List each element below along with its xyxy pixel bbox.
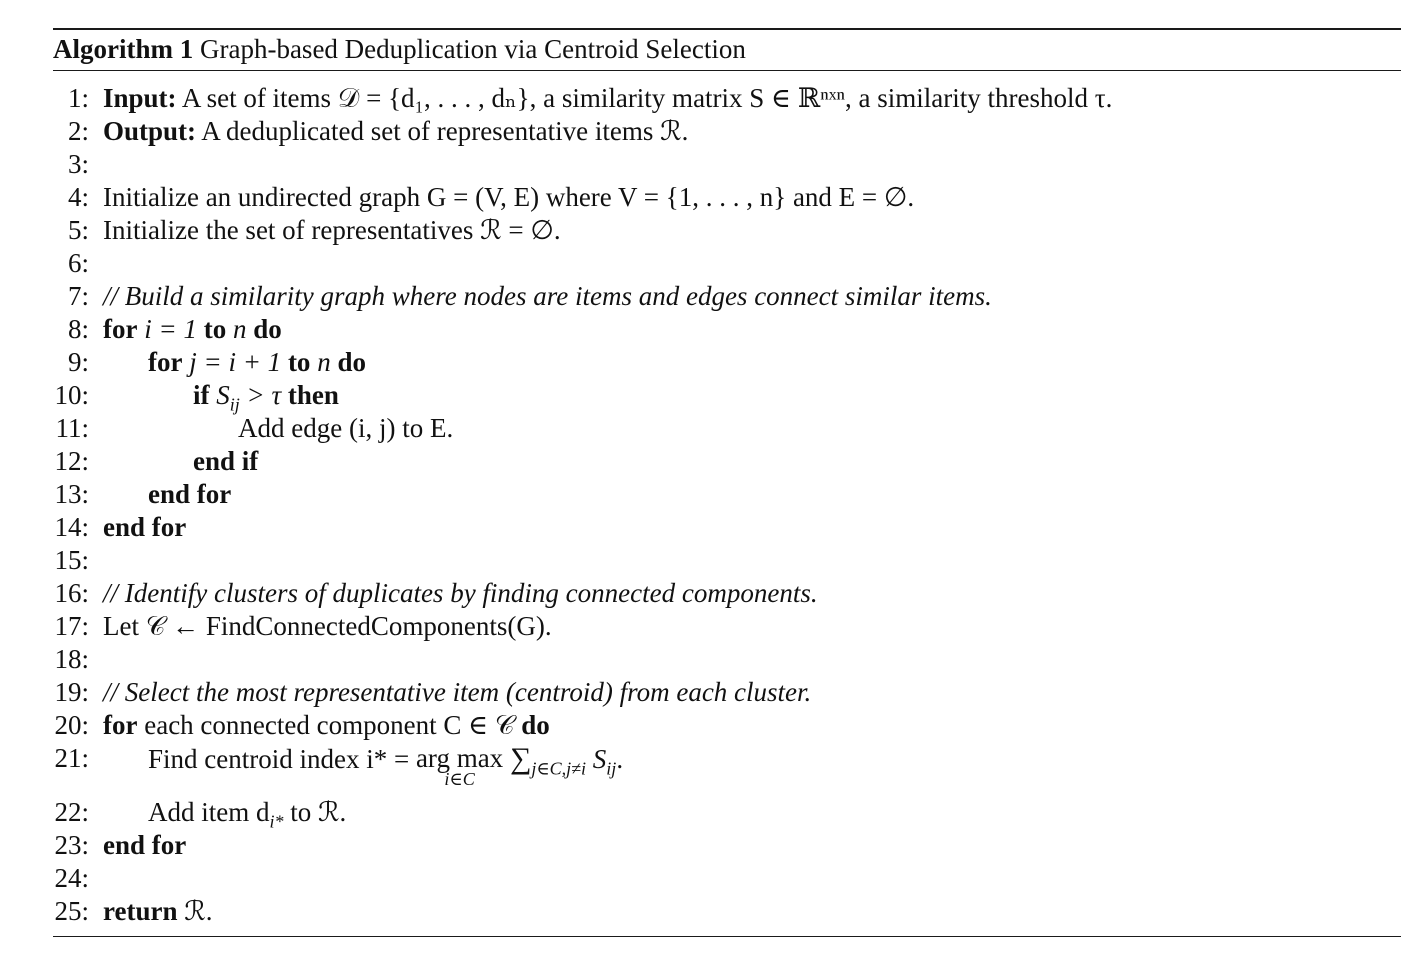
line-2 [53,115,1401,148]
sum-symbol: ∑ [509,742,532,775]
line-number: 10: [54,380,89,410]
algorithm-lines [53,71,1401,928]
line-21 [53,742,1401,796]
line-16 [53,577,1401,610]
line-number: 21: [54,743,89,773]
line-number: 7: [67,281,89,311]
line-text: each connected component C ∈ 𝒞 [144,710,515,740]
line-23 [53,829,1401,862]
output-keyword: Output: [103,116,197,146]
line-text: Add edge (i, j) to E. [238,413,454,443]
for-keyword: for [103,314,138,344]
argmax-label: arg max [415,743,504,773]
line-6 [53,247,1401,280]
end-for-keyword: end for [148,479,232,509]
line-25 [53,895,1401,928]
line-1 [53,82,1401,115]
add-item-target: to ℛ. [290,797,347,827]
sum-subscript: j∈C,j≠i [531,758,587,779]
do-keyword: do [337,347,366,377]
if-keyword: if [193,380,210,410]
condition-var: S [216,380,230,410]
line-end: . [616,744,624,774]
line-number: 6: [67,248,89,278]
line-12 [53,445,1401,478]
algorithm-block [53,28,1401,937]
line-text: Initialize the set of representatives ℛ = ∅. [103,215,561,245]
end-for-keyword: end for [103,830,187,860]
line-number: 25: [54,896,89,926]
comment: // Identify clusters of duplicates by finding connected components. [103,578,818,608]
line-5 [53,214,1401,247]
caption-label: Algorithm 1 [53,34,194,64]
line-number: 11: [55,413,89,443]
end-if-keyword: end if [193,446,259,476]
line-22 [53,796,1401,832]
line-number: 19: [54,677,89,707]
line-number: 4: [67,182,89,212]
line-10 [53,379,1401,415]
algorithm-caption [53,30,1401,70]
line-number: 16: [54,578,89,608]
add-item-text: Add item d [148,797,270,827]
condition-subscript: ij [229,394,240,415]
output-text: A deduplicated set of representative items ℛ. [201,116,689,146]
line-text: Let 𝒞 ← FindConnectedComponents(G). [103,611,552,641]
line-17 [53,610,1401,643]
line-number: 15: [54,545,89,575]
line-20 [53,709,1401,742]
for-keyword: for [103,710,138,740]
do-keyword: do [253,314,282,344]
to-keyword: to [203,314,227,344]
line-4 [53,181,1401,214]
for-keyword: for [148,347,183,377]
line-number: 3: [67,149,89,179]
bottom-rule [53,936,1401,937]
line-3 [53,148,1401,181]
return-keyword: return [103,896,178,926]
caption-title: Graph-based Deduplication via Centroid Selection [199,34,746,64]
to-keyword: to [287,347,311,377]
line-number: 17: [54,611,89,641]
return-value: ℛ. [184,896,213,926]
item-subscript: i* [269,811,284,832]
sum-term-subscript: ij [606,758,617,779]
then-keyword: then [287,380,339,410]
line-number: 14: [54,512,89,542]
line-18 [53,643,1401,676]
line-number: 5: [67,215,89,245]
line-number: 8: [67,314,89,344]
input-keyword: Input: [103,83,177,113]
line-9 [53,346,1401,379]
loop-expr: i = 1 [144,314,197,344]
centroid-text: Find centroid index i* = [148,744,410,774]
line-13 [53,478,1401,511]
line-11 [53,412,1401,445]
line-number: 24: [54,863,89,893]
sum-term: S [592,744,607,774]
line-number: 9: [67,347,89,377]
line-number: 22: [54,797,89,827]
condition-rhs: > τ [246,380,282,410]
input-text: A set of items 𝒟 = {d₁, . . . , dₙ}, a similarity matrix S ∈ ℝⁿˣⁿ, a similarity threshold τ. [181,83,1113,113]
do-keyword: do [521,710,550,740]
line-number: 2: [67,116,89,146]
argmax-subscript: i∈C [444,769,475,789]
comment: // Build a similarity graph where nodes are items and edges connect similar items. [103,281,992,311]
line-text: Initialize an undirected graph G = (V, E) where V = {1, . . . , n} and E = ∅. [103,182,915,212]
line-8 [53,313,1401,346]
line-14 [53,511,1401,544]
end-for-keyword: end for [103,512,187,542]
argmax-operator [415,742,504,789]
line-number: 12: [54,446,89,476]
line-15 [53,544,1401,577]
line-number: 13: [54,479,89,509]
loop-bound: n [317,347,331,377]
line-number: 23: [54,830,89,860]
line-7 [53,280,1401,313]
comment: // Select the most representative item (centroid) from each cluster. [103,677,812,707]
line-19 [53,676,1401,709]
line-number: 18: [54,644,89,674]
line-24 [53,862,1401,895]
line-number: 20: [54,710,89,740]
loop-bound: n [232,314,247,344]
loop-expr: j = i + 1 [189,347,282,377]
line-number: 1: [67,83,89,113]
